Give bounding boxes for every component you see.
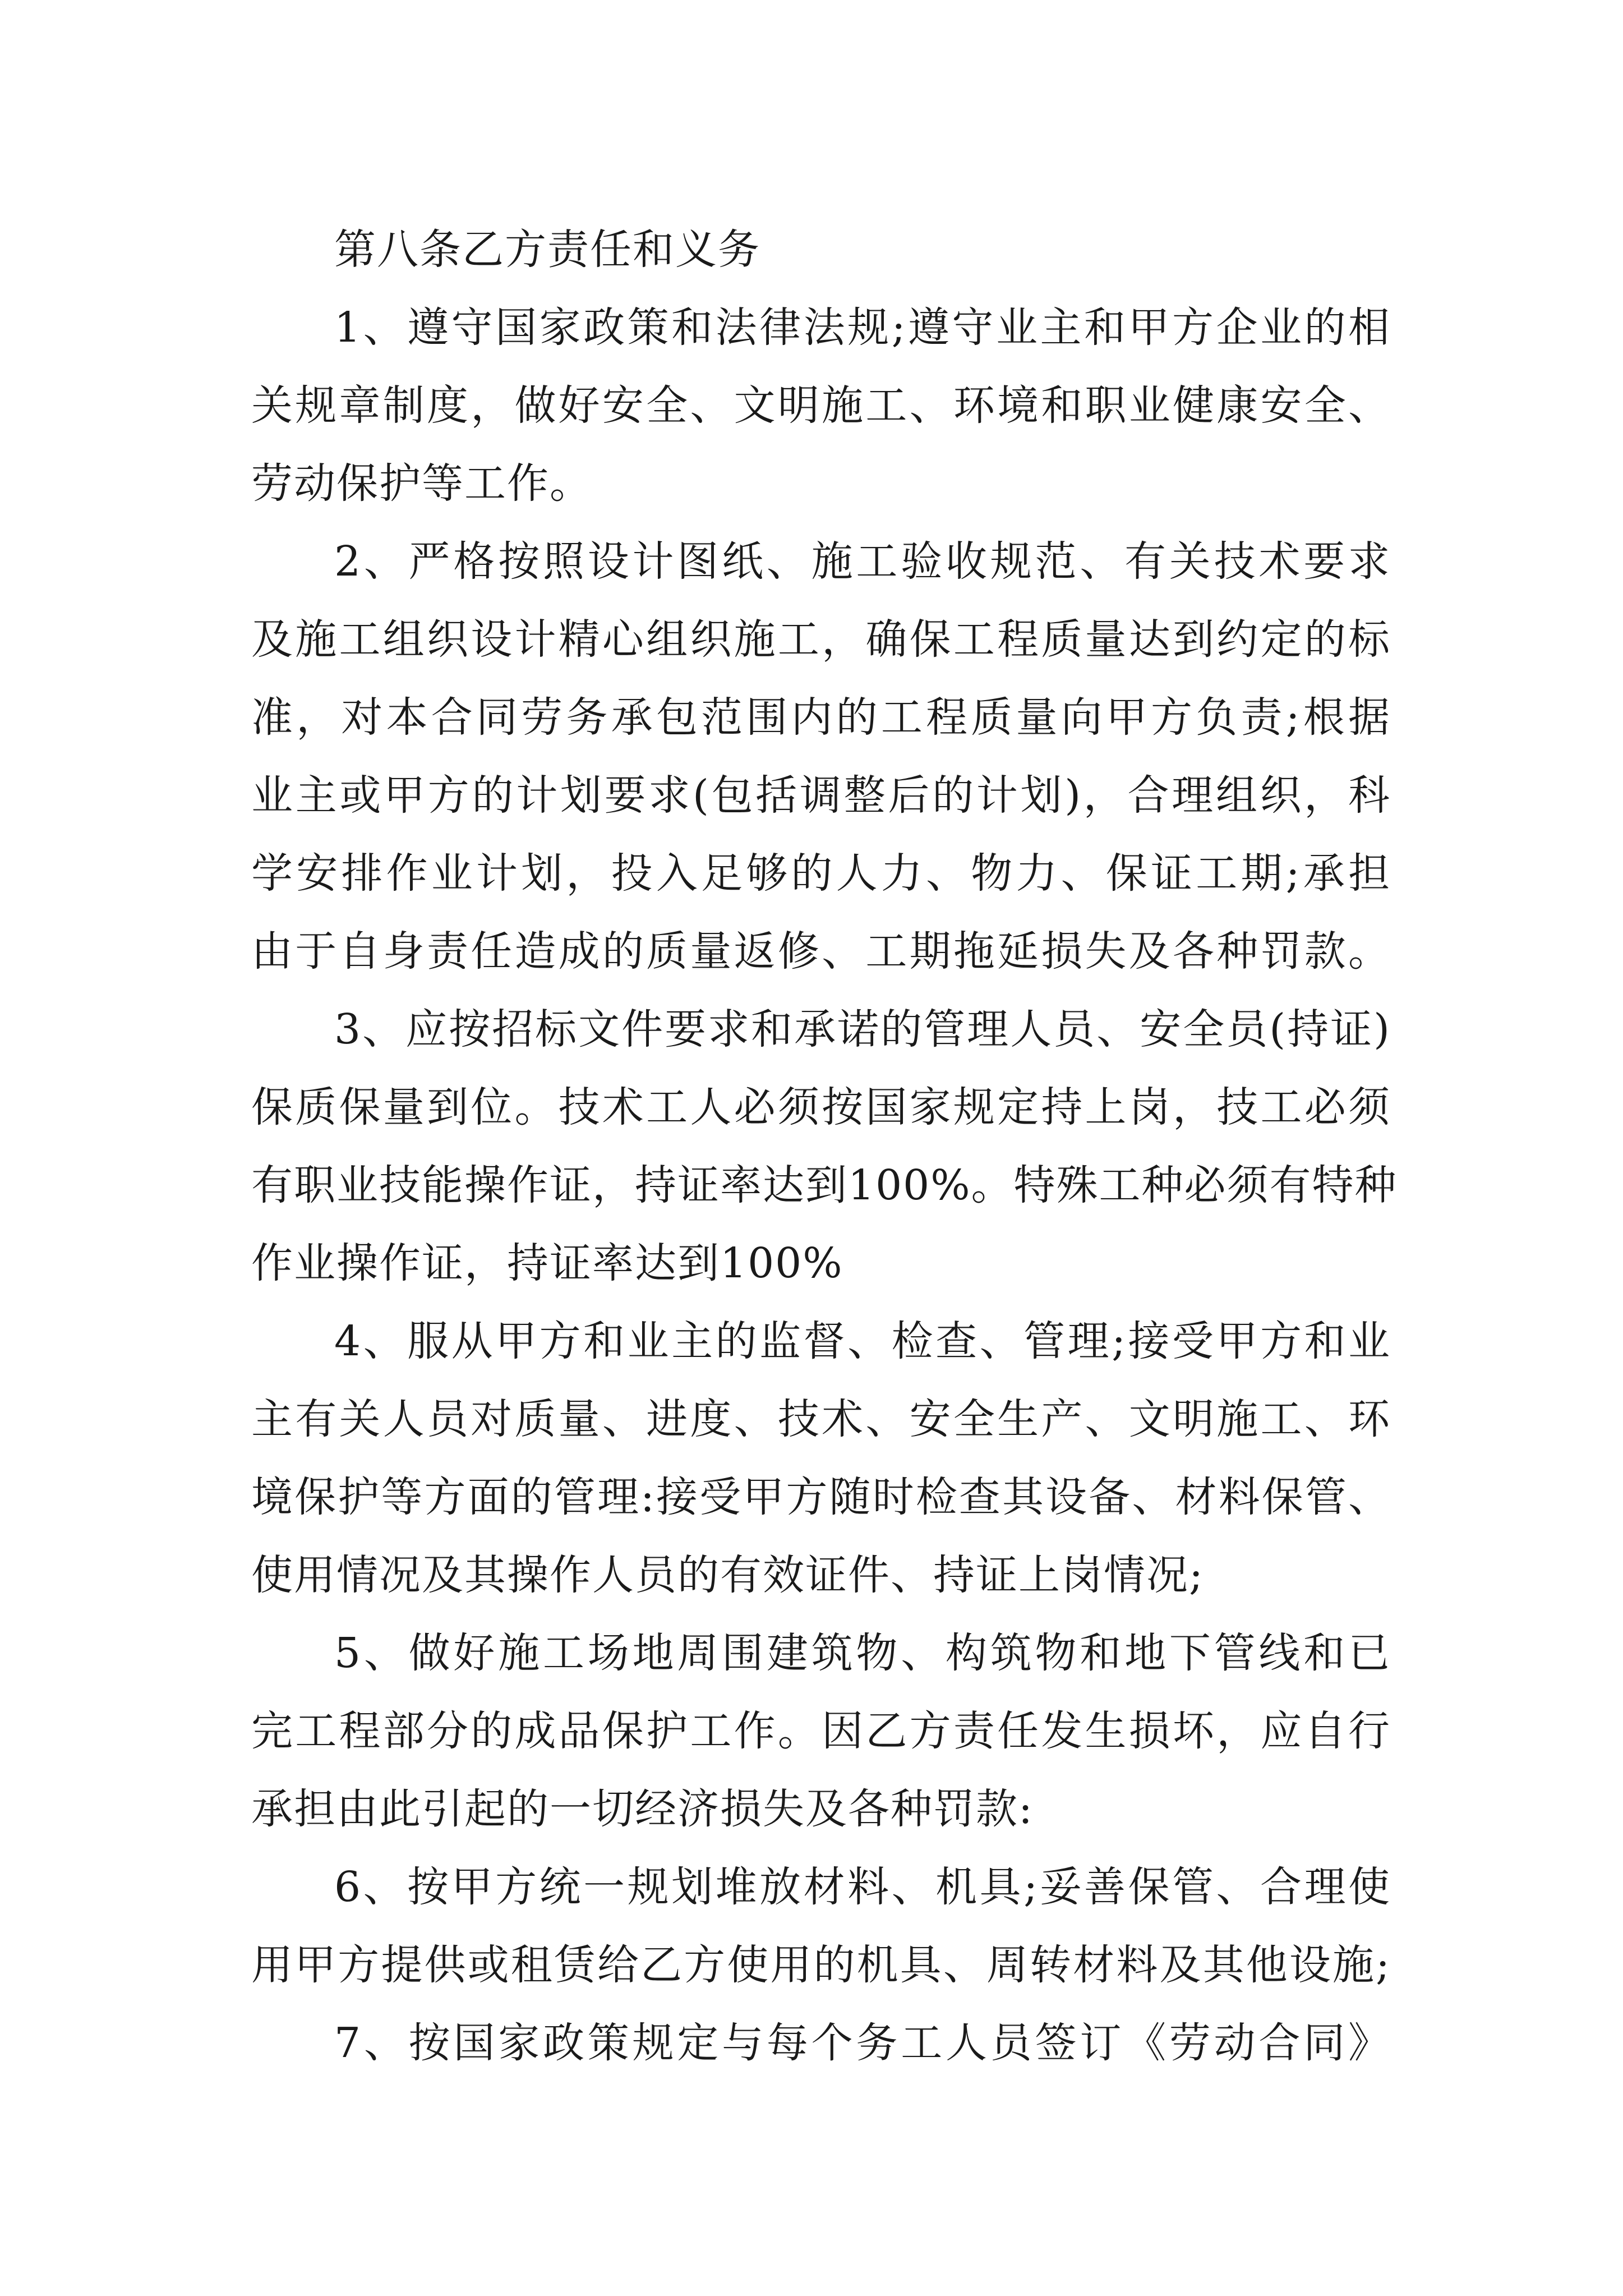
clause-5-line-2: 完工程部分的成品保护工作。因乙方责任发生损坏，应自行 (251, 1707, 1391, 1755)
clause-2-line-4: 业主或甲方的计划要求(包括调整后的计划)，合理组织，科 (251, 771, 1391, 820)
clause-3-line-1: 3、应按招标文件要求和承诺的管理人员、安全员(持证) (334, 1005, 1391, 1053)
clause-4-line-3: 境保护等方面的管理:接受甲方随时检查其设备、材料保管、 (251, 1473, 1391, 1521)
article-heading: 第八条乙方责任和义务 (334, 226, 760, 274)
clause-2-line-1: 2、严格按照设计图纸、施工验收规范、有关技术要求 (334, 537, 1391, 586)
clause-6-line-1: 6、按甲方统一规划堆放材料、机具;妥善保管、合理使 (334, 1863, 1391, 1911)
clause-3-line-3: 有职业技能操作证，持证率达到100%。特殊工种必须有特种 (251, 1161, 1398, 1209)
clause-5-line-1: 5、做好施工场地周围建筑物、构筑物和地下管线和已 (334, 1629, 1391, 1677)
clause-5-line-3: 承担由此引起的一切经济损失及各种罚款: (251, 1785, 1034, 1833)
clause-1-line-1: 1、遵守国家政策和法律法规;遵守业主和甲方企业的相 (334, 303, 1391, 352)
clause-4-line-2: 主有关人员对质量、进度、技术、安全生产、文明施工、环 (251, 1395, 1391, 1443)
clause-2-line-6: 由于自身责任造成的质量返修、工期拖延损失及各种罚款。 (251, 927, 1391, 976)
clause-3-line-2: 保质保量到位。技术工人必须按国家规定持上岗，技工必须 (251, 1083, 1391, 1131)
clause-4-line-4: 使用情况及其操作人员的有效证件、持证上岗情况; (251, 1551, 1204, 1599)
clause-1-line-2: 关规章制度，做好安全、文明施工、环境和职业健康安全、 (251, 381, 1391, 430)
clause-7-line-1: 7、按国家政策规定与每个务工人员签订《劳动合同》 (334, 2019, 1391, 2067)
document-body (251, 211, 1398, 2082)
clause-4-line-1: 4、服从甲方和业主的监督、检查、管理;接受甲方和业 (334, 1317, 1391, 1365)
clause-1-line-3: 劳动保护等工作。 (251, 459, 592, 508)
clause-2-line-3: 准，对本合同劳务承包范围内的工程质量向甲方负责;根据 (251, 693, 1391, 742)
clause-2-line-5: 学安排作业计划，投入足够的人力、物力、保证工期;承担 (251, 849, 1391, 898)
clause-6-line-2: 用甲方提供或租赁给乙方使用的机具、周转材料及其他设施; (251, 1941, 1391, 1989)
clause-3-line-4: 作业操作证，持证率达到100% (251, 1239, 843, 1287)
clause-2-line-2: 及施工组织设计精心组织施工，确保工程质量达到约定的标 (251, 615, 1391, 664)
